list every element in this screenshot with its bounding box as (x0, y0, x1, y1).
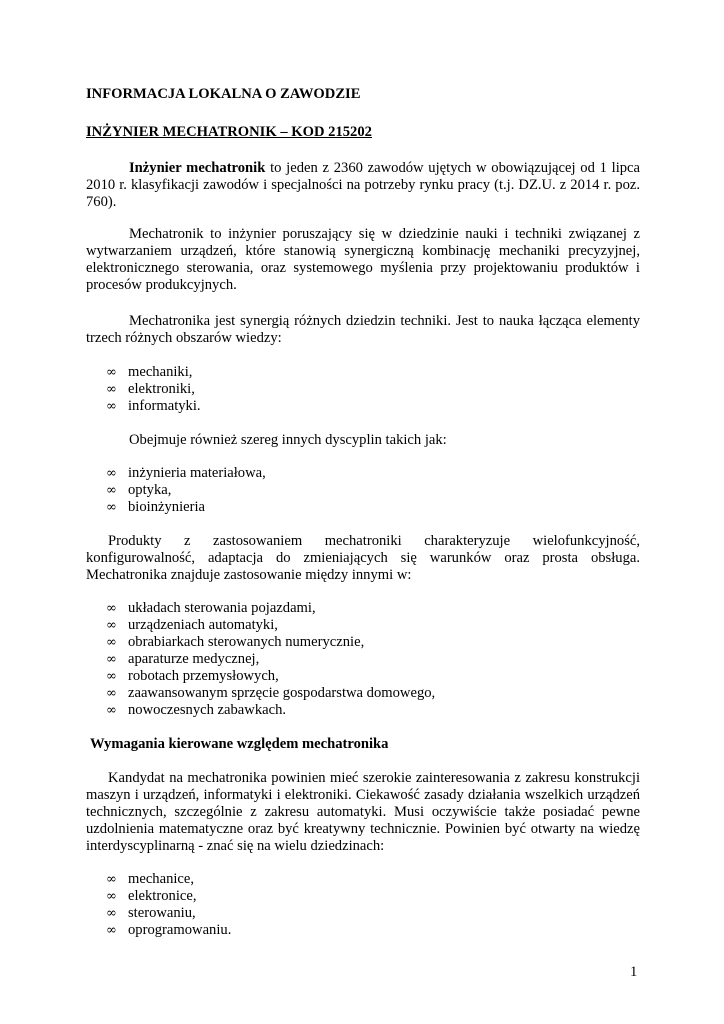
list-item: ∞ mechaniki, (106, 364, 193, 380)
document-subtitle: INŻYNIER MECHATRONIK – KOD 215202 (86, 124, 372, 140)
list-dyscypliny (106, 465, 266, 516)
paragraph-line: wytwarzaniem urządzeń, które stanowią synergiczną kombinację mechaniki precyzyjnej, (86, 243, 640, 259)
section-heading: Wymagania kierowane względem mechatronika (90, 736, 389, 752)
page-number: 1 (630, 964, 638, 980)
bullet-icon: ∞ (106, 703, 117, 718)
list-item: ∞ robotach przemysłowych, (106, 668, 279, 684)
paragraph-synergia (86, 313, 640, 347)
intro-paragraph (86, 160, 640, 211)
list-item: ∞ optyka, (106, 482, 172, 498)
paragraph-kandydat (86, 770, 640, 855)
list-item: ∞ elektroniki, (106, 381, 195, 397)
paragraph-produkty (86, 533, 640, 584)
paragraph-line: uzdolnienia matematyczne oraz być kreatywny technicznie. Powinien być otwarty na wiedzę (86, 821, 640, 837)
intro-line-3: 760). (86, 194, 117, 210)
list-item: ∞ sterowaniu, (106, 905, 196, 921)
list-item: ∞ mechanice, (106, 871, 195, 887)
paragraph-line: elektronicznego sterowania, oraz systemowego myślenia przy projektowaniu produktów i (86, 260, 640, 276)
bullet-icon: ∞ (106, 872, 117, 887)
paragraph-line: Mechatronika jest synergią różnych dziedzin techniki. Jest to nauka łącząca elementy (129, 313, 640, 329)
paragraph-line: Mechatronik to inżynier poruszający się w dziedzinie nauki i techniki związanej z (129, 226, 640, 242)
paragraph-line: maszyn i urządzeń, informatyki i elektroniki. Ciekawość zasady działania wszelkich urządzeń (86, 787, 640, 803)
list-item: ∞ bioinżynieria (106, 499, 205, 515)
list-item: ∞ obrabiarkach sterowanych numerycznie, (106, 634, 365, 650)
bullet-icon: ∞ (106, 889, 117, 904)
intro-line-1: to jeden z 2360 zawodów ujętych w obowiązującej od 1 lipca (265, 160, 641, 176)
intro-line-2: 2010 r. klasyfikacji zawodów i specjalności na potrzeby rynku pracy (t.j. DZ.U. z 2014 r. poz. (86, 177, 640, 193)
list-item: ∞ układach sterowania pojazdami, (106, 600, 316, 616)
bullet-icon: ∞ (106, 466, 117, 481)
paragraph-line: Mechatronika znajduje zastosowanie między innymi w: (86, 567, 412, 583)
list-item: ∞ aparaturze medycznej, (106, 651, 260, 667)
list-obszary (106, 364, 201, 415)
bullet-icon: ∞ (106, 500, 117, 515)
list-dziedziny (106, 871, 231, 939)
list-item: ∞ nowoczesnych zabawkach. (106, 702, 287, 718)
list-item: ∞ inżynieria materiałowa, (106, 465, 266, 481)
bullet-icon: ∞ (106, 669, 117, 684)
paragraph-line: Kandydat na mechatronika powinien mieć szerokie zainteresowania z zakresu konstrukcji (108, 770, 640, 786)
paragraph-line: interdyscyplinarną - znać się na wielu dziedzinach: (86, 838, 385, 854)
bullet-icon: ∞ (106, 686, 117, 701)
paragraph-line: trzech różnych obszarów wiedzy: (86, 330, 282, 346)
list-item: ∞ informatyki. (106, 398, 201, 414)
bullet-icon: ∞ (106, 365, 117, 380)
paragraph-mechatronik (86, 226, 640, 294)
list-item: ∞ urządzeniach automatyki, (106, 617, 278, 633)
paragraph-line: procesów produkcyjnych. (86, 277, 237, 293)
bullet-icon: ∞ (106, 635, 117, 650)
bullet-icon: ∞ (106, 601, 117, 616)
bullet-icon: ∞ (106, 382, 117, 397)
list-zastosowania (106, 600, 435, 719)
list-item: ∞ oprogramowaniu. (106, 922, 232, 938)
bullet-icon: ∞ (106, 399, 117, 414)
list-item: ∞ zaawansowanym sprzęcie gospodarstwa domowego, (106, 685, 436, 701)
list-item: ∞ elektronice, (106, 888, 197, 904)
paragraph-line: technicznych, szczególnie z zakresu automatyki. Musi oczywiście także posiadać pewne (86, 804, 640, 820)
intro-bold-term: Inżynier mechatronik (129, 160, 266, 176)
paragraph-line: Produkty z zastosowaniem mechatroniki charakteryzuje wielofunkcyjność, (108, 533, 640, 549)
bullet-icon: ∞ (106, 483, 117, 498)
bullet-icon: ∞ (106, 618, 117, 633)
bullet-icon: ∞ (106, 923, 117, 938)
document-title: INFORMACJA LOKALNA O ZAWODZIE (86, 86, 361, 102)
paragraph-line: konfigurowalność, adaptacja do zmieniających się warunków oraz prosta obsługa. (86, 550, 640, 566)
paragraph-obejmuje: Obejmuje również szereg innych dyscyplin takich jak: (129, 432, 447, 448)
bullet-icon: ∞ (106, 906, 117, 921)
bullet-icon: ∞ (106, 652, 117, 667)
